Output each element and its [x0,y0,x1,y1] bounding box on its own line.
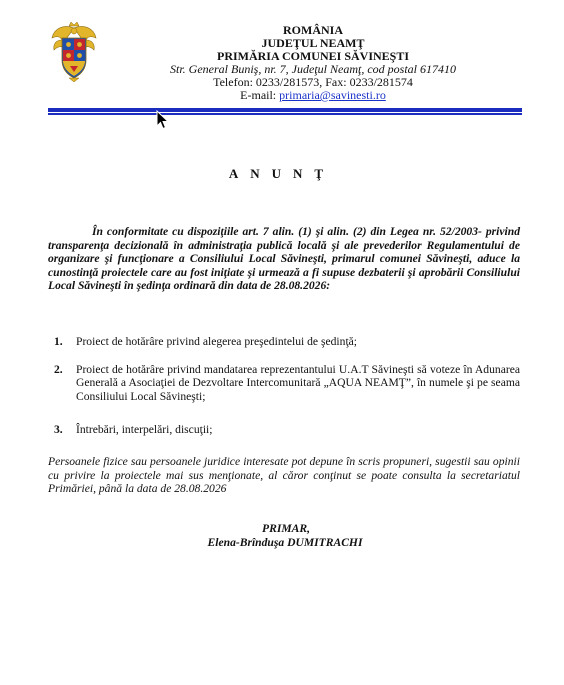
intro-paragraph: În conformitate cu dispoziţiile art. 7 alin. (1) şi alin. (2) din Legea nr. 52/2003- privind transparenţa decizională în administraţia publică locală şi ale prevederilor Regulamentului de organizare şi funcţionare a Consiliului Local Săvineşti, primarul comunei Săvineşti, aduce la cunostinţă proiectele care au fost iniţiate şi urmează a fi supuse dezbaterii şi aprobării Consiliului Local Săvineşti în şedinţa ordinară din data de 28.08.2026: [48,225,520,293]
mouse-pointer-icon [156,110,170,130]
header-institution: PRIMĂRIA COMUNEI SĂVINEŞTI [216,49,410,63]
list-item-number: 1. [54,335,63,348]
header-divider-thin [48,113,522,115]
header-email-line [100,89,526,102]
list-item-text: Proiect de hotărâre privind mandatarea reprezentantului U.A.T Săvineşti să voteze în Adunarea Generală a Asociaţiei de Dezvoltare Intercomunitară „AQUA NEAMŢ”, în numele şi pe seama Consiliului Local Săvineşti; [76,362,520,403]
list-item [48,335,520,349]
email-link[interactable]: primaria@savinesti.ro [279,88,386,102]
list-item-number: 3. [54,423,63,437]
list-item-text: Proiect de hotărâre privind alegerea preşedintelui de şedinţă; [76,335,358,348]
signature-role: PRIMAR, [262,522,310,535]
list-item [48,363,520,404]
list-item-number: 2. [54,362,63,376]
closing-paragraph: Persoanele fizice sau persoanele juridice interesate pot depune în scris propuneri, sugestii sau opinii cu privire la proiectele mai sus menţionate, al căror conţinut se poate consulta la secretariatul Primăriei, până la data de 28.08.2026 [48,455,520,496]
header-phone: Telefon: 0233/281573, Fax: 0233/281574 [213,75,413,89]
agenda-list [48,335,520,451]
romanian-coat-of-arms-icon [50,22,98,82]
header-address: Str. General Buniş, nr. 7, Judeţul Neamţ, cod postal 617410 [170,62,456,76]
header-country: ROMÂNIA [283,23,343,37]
signature-block [0,522,564,550]
document-header [100,24,526,102]
list-item [48,423,520,437]
signature-name: Elena-Brînduşa DUMITRACHI [207,536,363,549]
page-title: ANUNŢ [228,166,336,181]
header-email-label: E-mail: [240,88,280,102]
list-item-text: Întrebări, interpelări, discuţii; [76,423,213,437]
header-county: JUDEŢUL NEAMŢ [261,36,365,50]
header-divider-thick [48,108,522,112]
